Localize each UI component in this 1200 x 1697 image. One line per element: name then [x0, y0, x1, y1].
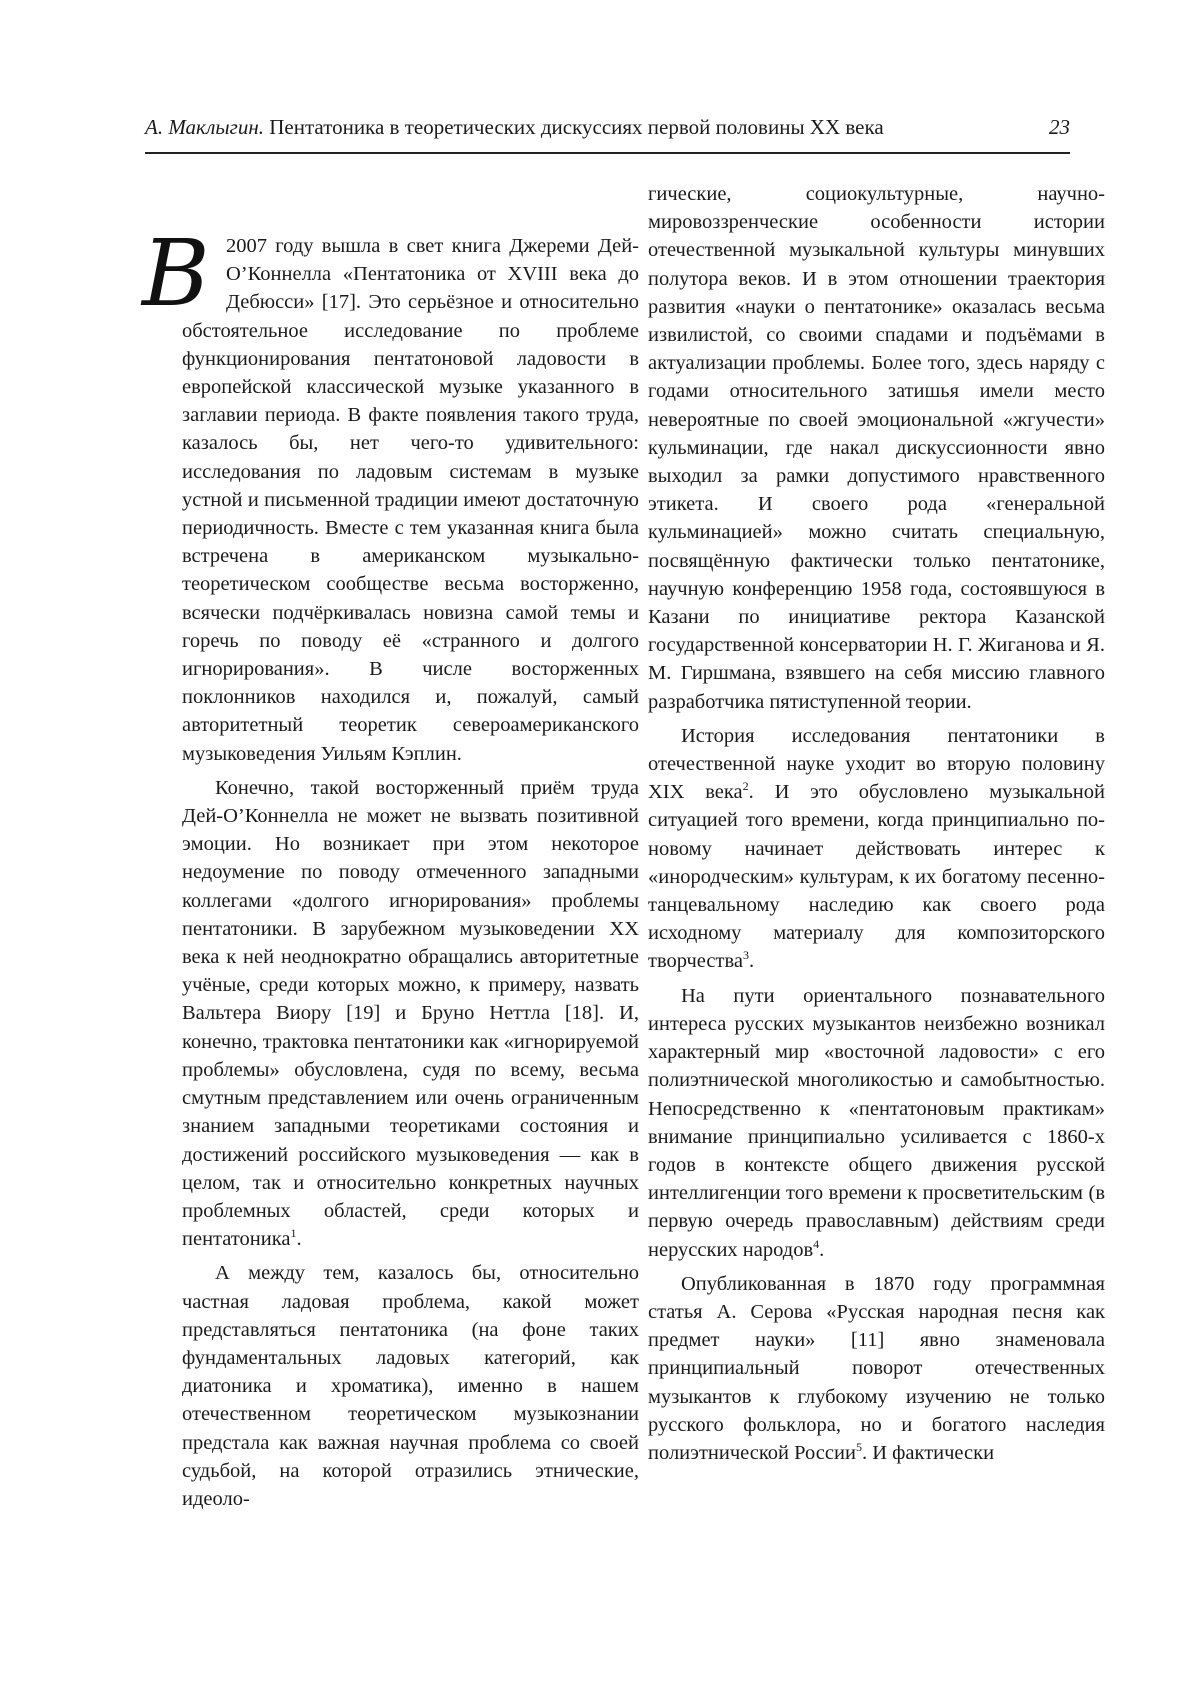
footnote-ref: 3	[742, 948, 749, 963]
paragraph	[182, 774, 639, 1253]
page-number: 23	[1049, 115, 1070, 139]
footnote-ref: 1	[290, 1226, 297, 1241]
left-column	[142, 220, 639, 1513]
paragraph	[648, 982, 1105, 1264]
header-rule	[145, 152, 1070, 154]
paragraph-text-end: . И фактически	[861, 1441, 995, 1464]
paragraph-text-end: .	[748, 950, 755, 973]
paragraph-text: История исследования пентатоники в отечественной науке уходит во вторую половину XIX века	[648, 724, 1105, 804]
paragraph-text: А между тем, казалось бы, относительно частная ладовая проблема, какой может представляться пентатоника (на фоне таких фундаментальных ладовых категорий, как диатоника и хроматика), именно в нашем отечественном теоретическом музыкознании предстала как важная научная проблема со своей судьбой, на которой отразились этнические, идеоло-	[182, 1262, 639, 1510]
paragraph-text: Конечно, такой восторженный приём труда Дей-О’Коннелла не может не вызвать позитивной эмоции. Но возникает при этом некоторое недоумение по поводу отмеченного западными коллегами «долгого игнорирования» проблемы пентатоники. В зарубежном музыковедении XX века к ней неоднократно обращались авторитетные учёные, среди которых можно, к примеру, назвать Вальтера Виору [19] и Бруно Неттла [18]. И, конечно, трактовка пентатоники как «игнорируемой проблемы» обусловлена, судя по всему, весьма смутным представлением или очень ограниченным знанием западными теоретиками состояния и достижений российского музыковедения — как в целом, так и относительно конкретных научных проблемных областей, среди которых и пентатоника	[182, 776, 639, 1251]
paragraph	[142, 220, 639, 768]
paragraph	[182, 1259, 639, 1513]
footnote-ref: 5	[855, 1439, 862, 1454]
paragraph-text-end: .	[819, 1238, 825, 1261]
drop-cap: В	[142, 220, 210, 327]
paragraph-text: Опубликованная в 1870 году программная статья А. Серова «Русская народная песня как предмет науки» [11] явно знаменовала принципиальный поворот отечественных музыкантов к глубокому изучению не только русского фольклора, но и богатого наследия полиэтнической России	[648, 1272, 1105, 1464]
paragraph-text-cont: . И это обусловлено музыкальной ситуацией того времени, когда принципиально по-новому начинает действовать интерес к «инородческим» культурам, к их богатому песенно-танцевальному наследию как своего рода исходному материалу для композиторского творчества	[648, 781, 1106, 973]
paragraph	[648, 1270, 1105, 1467]
running-header	[145, 112, 1070, 150]
paragraph	[648, 722, 1105, 976]
paragraph-text: На пути ориентального познавательного интереса русских музыкантов неизбежно возникал характерный мир «восточной ладовости» с его полиэтнической многоликостью и самобытностью. Непосредственно к «пентатоновым практикам» внимание принципиально усиливается с 1860-х годов в контексте общего движения русской интеллигенции того времени к просветительским (в первую очередь православным) действиям среди нерусских народов	[648, 984, 1105, 1261]
paragraph	[648, 180, 1105, 716]
footnote-ref: 4	[813, 1236, 820, 1251]
header-title: Пентатоника в теоретических дискуссиях первой половины XX века	[264, 115, 884, 139]
paragraph-text: гические, социокультурные, научно-мировоззренческие особенности истории отечественной музыкальной культуры минувших полутора веков. И в этом отношении траектория развития «науки о пентатонике» оказалась весьма извилистой, со своими спадами и подъёмами в актуализации проблемы. Более того, здесь наряду с годами относительного затишья имели место невероятные по своей эмоциональной «жгучести» кульминации, где накал дискуссионности явно выходил за рамки допустимого нравственного этикета. И своего рода «генеральной кульминацией» можно считать специальную, посвящённую фактически только пентатонике, научную конференцию 1958 года, состоявшуюся в Казани по инициативе ректора Казанской государственной консерватории Н. Г. Жиганова и Я. М. Гиршмана, взявшего на себя миссию главного разработчика пятиступенной теории.	[648, 183, 1105, 713]
paragraph-text: 2007 году вышла в свет книга Джереми Дей-О’Коннелла «Пентатоника от XVIII века до Дебюсси» [17]. Это серьёзное и относительно обстоятельное исследование по проблеме функционирования пентатоновой ладовости в европейской классической музыке указанного в заглавии периода. В факте появления такого труда, казалось бы, нет чего-то удивительного: исследования по ладовым системам в музыке устной и письменной традиции имеют достаточную периодичность. Вместе с тем указанная книга была встречена в американском музыкально-теоретическом сообществе весьма восторженно, всячески подчёркивалась новизна самой темы и горечь по поводу её «странного и долгого игнорирования». В числе восторженных поклонников находился и, пожалуй, самый авторитетный теоретик североамериканского музыковедения Уильям Кэплин.	[182, 235, 639, 765]
header-title-line	[145, 112, 884, 142]
right-column	[648, 180, 1105, 1467]
paragraph-text-end: .	[296, 1228, 302, 1251]
header-author: А. Маклыгин.	[145, 115, 265, 139]
footnote-ref: 2	[742, 779, 749, 794]
